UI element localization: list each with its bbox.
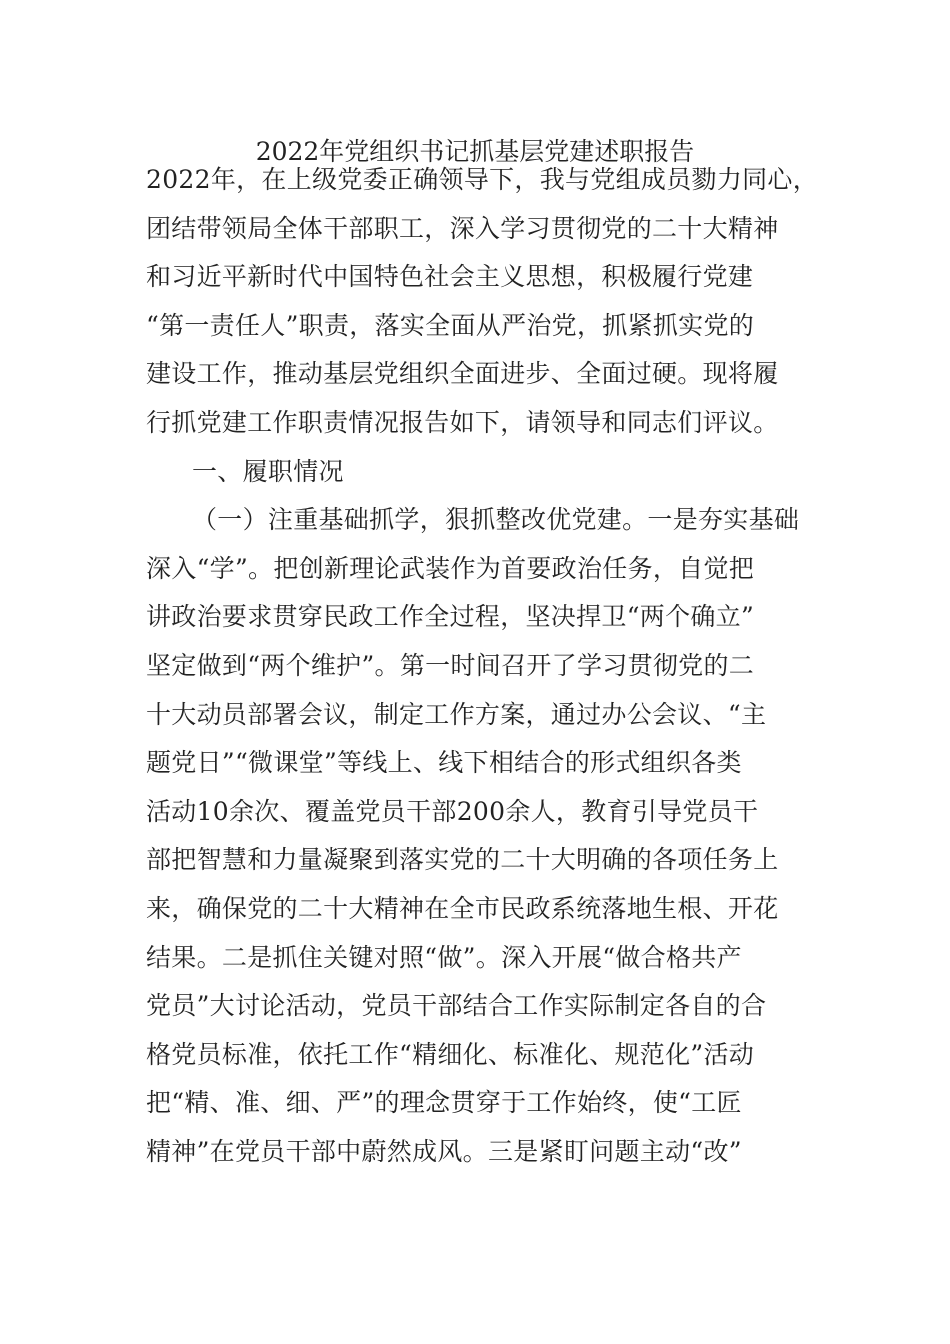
body-line: 深入“学”。把创新理论武装作为首要政治任务，自觉把 bbox=[146, 553, 755, 583]
body-line: 团结带领局全体干部职工，深入学习贯彻党的二十大精神 bbox=[146, 213, 779, 243]
body-line: 题党日”“微课堂”等线上、线下相结合的形式组织各类 bbox=[146, 748, 742, 778]
body-line: 结果。二是抓住关键对照“做”。深入开展“做合格共产 bbox=[146, 942, 742, 972]
body-line: 建设工作，推动基层党组织全面进步、全面过硬。现将履 bbox=[146, 359, 779, 389]
body-line: 精神”在党员干部中蔚然成风。三是紧盯问题主动“改” bbox=[146, 1137, 742, 1166]
body-line: 活动10余次、覆盖党员干部200余人，教育引导党员干 bbox=[146, 796, 759, 826]
body-line: 行抓党建工作职责情况报告如下，请领导和同志们评议。 bbox=[146, 408, 779, 437]
body-line: 坚定做到“两个维护”。第一时间召开了学习贯彻党的二 bbox=[146, 651, 755, 680]
body-line: 把“精、准、细、严”的理念贯穿于工作始终，使“工匠 bbox=[146, 1088, 742, 1118]
body-line: 部把智慧和力量凝聚到落实党的二十大明确的各项任务上 bbox=[146, 845, 779, 875]
body-line: “第一责任人”职责，落实全面从严治党，抓紧抓实党的 bbox=[146, 310, 755, 340]
body-line: （一）注重基础抓学，狠抓整改优党建。一是夯实基础 bbox=[192, 505, 800, 535]
body-line: 和习近平新时代中国特色社会主义思想，积极履行党建 bbox=[146, 262, 754, 292]
body-line: 格党员标准，依托工作“精细化、标准化、规范化”活动 bbox=[146, 1039, 755, 1069]
document-title: 2022年党组织书记抓基层党建述职报告 bbox=[255, 137, 695, 166]
body-line: 十大动员部署会议，制定工作方案，通过办公会议、“主 bbox=[146, 699, 767, 729]
body-line: 来，确保党的二十大精神在全市民政系统落地生根、开花 bbox=[146, 894, 779, 923]
body-line: 一、履职情况 bbox=[192, 456, 344, 486]
body-line: 党员”大讨论活动，党员干部结合工作实际制定各自的合 bbox=[146, 991, 767, 1021]
body-line: 2022年，在上级党委正确领导下，我与党组成员勠力同心， bbox=[146, 165, 819, 194]
body-line: 讲政治要求贯穿民政工作全过程，坚决捍卫“两个确立” bbox=[146, 602, 755, 632]
